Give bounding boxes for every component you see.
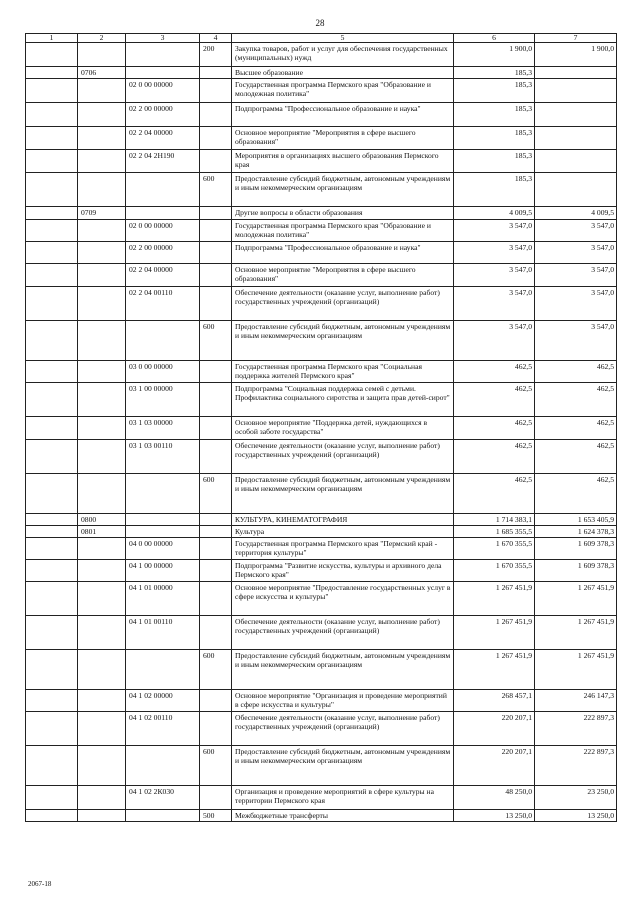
target-article-cell (126, 207, 200, 220)
table-row (26, 79, 617, 103)
section-code-cell (78, 103, 126, 127)
section-code-cell (78, 746, 126, 786)
amount-col7-cell (535, 103, 617, 127)
table-row (26, 582, 617, 616)
col-header-3: 3 (126, 34, 200, 43)
expense-type-cell (200, 264, 232, 287)
expense-type-cell (200, 242, 232, 264)
amount-col7-cell: 3 547,0 (535, 321, 617, 361)
item-name-cell: Межбюджетные трансферты (232, 810, 454, 822)
table-row (26, 67, 617, 79)
amount-col7-cell: 462,5 (535, 474, 617, 514)
table-row (26, 810, 617, 822)
expense-type-cell (200, 690, 232, 712)
target-article-cell: 02 2 04 00000 (126, 264, 200, 287)
expense-type-cell (200, 712, 232, 746)
col1-cell (26, 383, 78, 417)
section-code-cell (78, 321, 126, 361)
expense-type-cell (200, 67, 232, 79)
amount-col7-cell: 13 250,0 (535, 810, 617, 822)
page-number: 28 (315, 18, 325, 28)
col1-cell (26, 103, 78, 127)
col1-cell (26, 440, 78, 474)
table-row (26, 287, 617, 321)
col-header-6: 6 (454, 34, 535, 43)
amount-col7-cell: 1 653 405,9 (535, 514, 617, 526)
item-name-cell: Основное мероприятие "Поддержка детей, нуждающихся в особой заботе государства" (232, 417, 454, 440)
expense-type-cell: 500 (200, 810, 232, 822)
amount-col6-cell: 3 547,0 (454, 264, 535, 287)
amount-col6-cell: 1 267 451,9 (454, 616, 535, 650)
col-header-7: 7 (535, 34, 617, 43)
item-name-cell: Основное мероприятие "Мероприятия в сфере высшего образования" (232, 264, 454, 287)
amount-col7-cell: 1 267 451,9 (535, 616, 617, 650)
col1-cell (26, 810, 78, 822)
table-row (26, 361, 617, 383)
section-code-cell: 0709 (78, 207, 126, 220)
amount-col6-cell: 3 547,0 (454, 220, 535, 242)
amount-col7-cell: 1 609 378,3 (535, 538, 617, 560)
item-name-cell: Культура (232, 526, 454, 538)
amount-col6-cell: 462,5 (454, 417, 535, 440)
amount-col6-cell: 1 267 451,9 (454, 650, 535, 690)
amount-col6-cell: 462,5 (454, 383, 535, 417)
amount-col7-cell: 222 897,3 (535, 712, 617, 746)
amount-col7-cell (535, 79, 617, 103)
amount-col6-cell: 1 685 355,5 (454, 526, 535, 538)
expense-type-cell (200, 383, 232, 417)
item-name-cell: Подпрограмма "Профессиональное образование и наука" (232, 242, 454, 264)
col1-cell (26, 417, 78, 440)
amount-col7-cell: 3 547,0 (535, 220, 617, 242)
table-row (26, 264, 617, 287)
table-row (26, 440, 617, 474)
amount-col7-cell: 3 547,0 (535, 287, 617, 321)
amount-col7-cell: 1 900,0 (535, 43, 617, 67)
table-row (26, 690, 617, 712)
table-body (26, 43, 617, 822)
amount-col7-cell (535, 173, 617, 207)
item-name-cell: Предоставление субсидий бюджетным, автономным учреждениям и иным некоммерческим организациям (232, 746, 454, 786)
target-article-cell (126, 321, 200, 361)
target-article-cell: 04 1 01 00110 (126, 616, 200, 650)
amount-col6-cell: 1 900,0 (454, 43, 535, 67)
item-name-cell: Предоставление субсидий бюджетным, автономным учреждениям и иным некоммерческим организациям (232, 321, 454, 361)
col1-cell (26, 474, 78, 514)
col1-cell (26, 361, 78, 383)
col1-cell (26, 67, 78, 79)
amount-col7-cell: 3 547,0 (535, 242, 617, 264)
section-code-cell (78, 361, 126, 383)
col1-cell (26, 514, 78, 526)
item-name-cell: Государственная программа Пермского края "Пермский край - территория культуры" (232, 538, 454, 560)
item-name-cell: Предоставление субсидий бюджетным, автономным учреждениям и иным некоммерческим организациям (232, 173, 454, 207)
amount-col6-cell: 4 009,5 (454, 207, 535, 220)
col1-cell (26, 786, 78, 810)
section-code-cell (78, 150, 126, 173)
target-article-cell (126, 650, 200, 690)
section-code-cell (78, 560, 126, 582)
expense-type-cell (200, 417, 232, 440)
item-name-cell: Основное мероприятие "Организация и проведение мероприятий в сфере искусства и культуры" (232, 690, 454, 712)
item-name-cell: Обеспечение деятельности (оказание услуг, выполнение работ) государственных учреждений (организаций) (232, 712, 454, 746)
section-code-cell (78, 43, 126, 67)
item-name-cell: Подпрограмма "Социальная поддержка семей с детьми. Профилактика социального сиротства и защита прав детей-сирот" (232, 383, 454, 417)
target-article-cell (126, 514, 200, 526)
amount-col6-cell: 462,5 (454, 474, 535, 514)
col-header-4: 4 (200, 34, 232, 43)
amount-col6-cell: 185,3 (454, 79, 535, 103)
expense-type-cell (200, 440, 232, 474)
target-article-cell (126, 43, 200, 67)
table-row (26, 746, 617, 786)
amount-col7-cell (535, 150, 617, 173)
target-article-cell (126, 810, 200, 822)
section-code-cell (78, 127, 126, 150)
section-code-cell (78, 650, 126, 690)
target-article-cell: 04 1 02 00000 (126, 690, 200, 712)
item-name-cell: Государственная программа Пермского края "Образование и молодежная политика" (232, 220, 454, 242)
item-name-cell: Обеспечение деятельности (оказание услуг, выполнение работ) государственных учреждений (организаций) (232, 287, 454, 321)
expense-type-cell (200, 526, 232, 538)
target-article-cell: 02 2 04 2Н190 (126, 150, 200, 173)
target-article-cell: 02 2 00 00000 (126, 103, 200, 127)
item-name-cell: Подпрограмма "Профессиональное образование и наука" (232, 103, 454, 127)
target-article-cell: 04 1 02 2К030 (126, 786, 200, 810)
expense-type-cell (200, 582, 232, 616)
amount-col6-cell: 185,3 (454, 150, 535, 173)
section-code-cell (78, 383, 126, 417)
expense-type-cell (200, 514, 232, 526)
amount-col6-cell: 220 207,1 (454, 746, 535, 786)
target-article-cell: 02 0 00 00000 (126, 79, 200, 103)
target-article-cell: 02 2 04 00000 (126, 127, 200, 150)
amount-col7-cell: 462,5 (535, 361, 617, 383)
col1-cell (26, 127, 78, 150)
section-code-cell (78, 264, 126, 287)
expense-type-cell (200, 79, 232, 103)
amount-col6-cell: 3 547,0 (454, 287, 535, 321)
table-row (26, 417, 617, 440)
col1-cell (26, 712, 78, 746)
target-article-cell (126, 474, 200, 514)
section-code-cell: 0801 (78, 526, 126, 538)
expense-type-cell (200, 786, 232, 810)
section-code-cell (78, 616, 126, 650)
amount-col6-cell: 48 250,0 (454, 786, 535, 810)
item-name-cell: Высшее образование (232, 67, 454, 79)
expense-type-cell (200, 560, 232, 582)
item-name-cell: Основное мероприятие "Предоставление государственных услуг в сфере искусства и культуры" (232, 582, 454, 616)
section-code-cell: 0800 (78, 514, 126, 526)
target-article-cell: 03 1 03 00000 (126, 417, 200, 440)
col1-cell (26, 242, 78, 264)
col1-cell (26, 220, 78, 242)
amount-col6-cell: 185,3 (454, 127, 535, 150)
table-row (26, 538, 617, 560)
amount-col7-cell: 462,5 (535, 440, 617, 474)
budget-table (25, 33, 617, 822)
expense-type-cell: 600 (200, 650, 232, 690)
target-article-cell: 04 1 02 00110 (126, 712, 200, 746)
expense-type-cell: 600 (200, 746, 232, 786)
document-code: 2067-18 (28, 880, 52, 888)
section-code-cell (78, 242, 126, 264)
amount-col6-cell: 185,3 (454, 67, 535, 79)
item-name-cell: КУЛЬТУРА, КИНЕМАТОГРАФИЯ (232, 514, 454, 526)
item-name-cell: Предоставление субсидий бюджетным, автономным учреждениям и иным некоммерческим организациям (232, 474, 454, 514)
col1-cell (26, 207, 78, 220)
target-article-cell: 02 2 00 00000 (126, 242, 200, 264)
table-row (26, 242, 617, 264)
amount-col6-cell: 3 547,0 (454, 321, 535, 361)
amount-col7-cell: 462,5 (535, 383, 617, 417)
expense-type-cell: 600 (200, 173, 232, 207)
col1-cell (26, 690, 78, 712)
table-row (26, 560, 617, 582)
item-name-cell: Мероприятия в организациях высшего образования Пермского края (232, 150, 454, 173)
item-name-cell: Закупка товаров, работ и услуг для обеспечения государственных (муниципальных) нужд (232, 43, 454, 67)
expense-type-cell (200, 361, 232, 383)
header-row (26, 34, 617, 43)
amount-col7-cell: 1 624 378,3 (535, 526, 617, 538)
table-row (26, 474, 617, 514)
col1-cell (26, 287, 78, 321)
expense-type-cell: 200 (200, 43, 232, 67)
amount-col6-cell: 462,5 (454, 440, 535, 474)
section-code-cell (78, 712, 126, 746)
col1-cell (26, 526, 78, 538)
table-row (26, 786, 617, 810)
amount-col7-cell (535, 127, 617, 150)
amount-col6-cell: 1 670 355,5 (454, 560, 535, 582)
amount-col7-cell (535, 67, 617, 79)
section-code-cell (78, 417, 126, 440)
table-row (26, 207, 617, 220)
table-row (26, 43, 617, 67)
col1-cell (26, 321, 78, 361)
col1-cell (26, 43, 78, 67)
amount-col7-cell: 222 897,3 (535, 746, 617, 786)
amount-col6-cell: 1 670 355,5 (454, 538, 535, 560)
section-code-cell (78, 173, 126, 207)
col1-cell (26, 79, 78, 103)
col1-cell (26, 560, 78, 582)
col1-cell (26, 746, 78, 786)
item-name-cell: Государственная программа Пермского края "Образование и молодежная политика" (232, 79, 454, 103)
expense-type-cell (200, 616, 232, 650)
item-name-cell: Государственная программа Пермского края "Социальная поддержка жителей Пермского края" (232, 361, 454, 383)
amount-col6-cell: 220 207,1 (454, 712, 535, 746)
target-article-cell (126, 746, 200, 786)
amount-col6-cell: 3 547,0 (454, 242, 535, 264)
section-code-cell (78, 582, 126, 616)
item-name-cell: Организация и проведение мероприятий в сфере культуры на территории Пермского края (232, 786, 454, 810)
target-article-cell (126, 67, 200, 79)
table-row (26, 220, 617, 242)
col1-cell (26, 173, 78, 207)
section-code-cell (78, 79, 126, 103)
section-code-cell (78, 287, 126, 321)
target-article-cell: 04 1 00 00000 (126, 560, 200, 582)
amount-col6-cell: 1 714 383,1 (454, 514, 535, 526)
amount-col6-cell: 268 457,1 (454, 690, 535, 712)
table-row (26, 383, 617, 417)
item-name-cell: Предоставление субсидий бюджетным, автономным учреждениям и иным некоммерческим организациям (232, 650, 454, 690)
expense-type-cell: 600 (200, 321, 232, 361)
amount-col6-cell: 1 267 451,9 (454, 582, 535, 616)
amount-col7-cell: 23 250,0 (535, 786, 617, 810)
amount-col7-cell: 1 267 451,9 (535, 582, 617, 616)
table-row (26, 526, 617, 538)
target-article-cell: 02 0 00 00000 (126, 220, 200, 242)
section-code-cell: 0706 (78, 67, 126, 79)
table-row (26, 103, 617, 127)
col-header-1: 1 (26, 34, 78, 43)
section-code-cell (78, 810, 126, 822)
section-code-cell (78, 786, 126, 810)
item-name-cell: Обеспечение деятельности (оказание услуг, выполнение работ) государственных учреждений (организаций) (232, 616, 454, 650)
expense-type-cell (200, 207, 232, 220)
amount-col6-cell: 13 250,0 (454, 810, 535, 822)
target-article-cell: 03 1 03 00110 (126, 440, 200, 474)
item-name-cell: Подпрограмма "Развитие искусства, культуры и архивного дела Пермского края" (232, 560, 454, 582)
table-row (26, 712, 617, 746)
table-row (26, 650, 617, 690)
col-header-2: 2 (78, 34, 126, 43)
col1-cell (26, 650, 78, 690)
item-name-cell: Обеспечение деятельности (оказание услуг, выполнение работ) государственных учреждений (организаций) (232, 440, 454, 474)
item-name-cell: Другие вопросы в области образования (232, 207, 454, 220)
amount-col7-cell: 3 547,0 (535, 264, 617, 287)
target-article-cell: 04 1 01 00000 (126, 582, 200, 616)
table-row (26, 150, 617, 173)
target-article-cell: 03 1 00 00000 (126, 383, 200, 417)
table-row (26, 514, 617, 526)
section-code-cell (78, 440, 126, 474)
amount-col6-cell: 185,3 (454, 173, 535, 207)
col1-cell (26, 264, 78, 287)
col1-cell (26, 616, 78, 650)
amount-col7-cell: 246 147,3 (535, 690, 617, 712)
target-article-cell (126, 526, 200, 538)
item-name-cell: Основное мероприятие "Мероприятия в сфере высшего образования" (232, 127, 454, 150)
expense-type-cell (200, 538, 232, 560)
expense-type-cell (200, 287, 232, 321)
section-code-cell (78, 690, 126, 712)
expense-type-cell: 600 (200, 474, 232, 514)
expense-type-cell (200, 150, 232, 173)
col-header-5: 5 (232, 34, 454, 43)
amount-col7-cell: 1 267 451,9 (535, 650, 617, 690)
amount-col7-cell: 4 009,5 (535, 207, 617, 220)
expense-type-cell (200, 127, 232, 150)
table-row (26, 173, 617, 207)
section-code-cell (78, 538, 126, 560)
col1-cell (26, 538, 78, 560)
section-code-cell (78, 220, 126, 242)
target-article-cell (126, 173, 200, 207)
target-article-cell: 03 0 00 00000 (126, 361, 200, 383)
table-row (26, 616, 617, 650)
expense-type-cell (200, 220, 232, 242)
target-article-cell: 02 2 04 00110 (126, 287, 200, 321)
amount-col7-cell: 1 609 378,3 (535, 560, 617, 582)
table-row (26, 127, 617, 150)
table-row (26, 321, 617, 361)
section-code-cell (78, 474, 126, 514)
col1-cell (26, 582, 78, 616)
expense-type-cell (200, 103, 232, 127)
amount-col7-cell: 462,5 (535, 417, 617, 440)
target-article-cell: 04 0 00 00000 (126, 538, 200, 560)
amount-col6-cell: 462,5 (454, 361, 535, 383)
amount-col6-cell: 185,3 (454, 103, 535, 127)
col1-cell (26, 150, 78, 173)
